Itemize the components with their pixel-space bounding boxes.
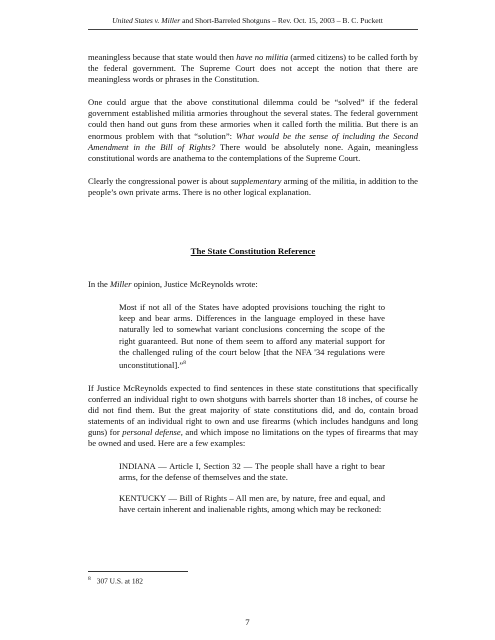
header-rest: and Short-Barreled Shotguns – Rev. Oct. 15, 2003 – B. C. Puckett bbox=[180, 16, 383, 25]
paragraph-4 bbox=[88, 383, 418, 450]
paragraph-4-text-b: , and which impose no limitations on the types of firearms that may be owned and used. Here are a few examples: bbox=[88, 427, 418, 449]
paragraph-3-text-b: arming of the militia, in addition to the people’s own private arms. There is no other logical explanation. bbox=[88, 175, 418, 197]
quote-intro-text-a: In the bbox=[88, 279, 110, 290]
paragraph-2 bbox=[88, 97, 418, 164]
running-header bbox=[0, 16, 495, 25]
header-case-title: United States v. Miller bbox=[112, 16, 181, 25]
footnote-text: 307 U.S. at 182 bbox=[96, 576, 143, 586]
examples-quote bbox=[119, 461, 385, 515]
paragraph-2-emphasis: What would be the sense of including the Second Amendment in the Bill of Rights? bbox=[88, 130, 418, 152]
footnote-number: 8 bbox=[88, 576, 91, 582]
paragraph-1-text-b: (armed citizens) to be called forth by the federal government. The Supreme Court does not accept the notion that there are meaningless words or phrases in the Constitution. bbox=[88, 52, 419, 85]
section-heading: The State Constitution Reference bbox=[190, 246, 316, 257]
quote-intro-text-b: opinion, Justice McReynolds wrote: bbox=[131, 279, 258, 290]
paragraph-4-text-a: If Justice McReynolds expected to find sentences in these state constitutions that specifically conferred an individual right to own shotguns with barrels shorter than 18 inches, of course he did not find them. But the great majority of state constitutions did, and do, contain broad statements of an individual right to own and use firearms (which includes handguns and long guns) for bbox=[88, 382, 418, 438]
example-kentucky: KENTUCKY — Bill of Rights – All men are, by nature, free and equal, and have certain inherent and inalienable rights, among which may be reckoned: bbox=[119, 493, 385, 515]
body-text bbox=[88, 52, 418, 528]
quote-intro-emphasis: Miller bbox=[109, 279, 132, 290]
paragraph-3-emphasis: supplementary bbox=[230, 175, 282, 186]
page-number: 7 bbox=[245, 617, 250, 627]
paragraph-1-text-a: meaningless because that state would then bbox=[88, 52, 237, 62]
quote-intro bbox=[88, 279, 418, 290]
paragraph-1 bbox=[88, 52, 418, 85]
example-indiana: INDIANA — Article I, Section 32 — The people shall have a right to bear arms, for the defense of themselves and the state. bbox=[119, 461, 385, 483]
paragraph-1-emphasis: have no militia bbox=[236, 52, 289, 62]
block-quote bbox=[119, 302, 385, 370]
footnote-reference[interactable]: 8 bbox=[183, 359, 186, 366]
paragraph-4-emphasis: personal defense bbox=[122, 427, 181, 438]
paragraph-2-text-a: One could argue that the above constitutional dilemma could be “solved” if the federal government established militia armories throughout the several states. The federal government could then hand out guns from these armories when it called forth the militia. But there is an enormous problem with that “solution”: bbox=[88, 97, 418, 141]
header-rule bbox=[88, 29, 418, 30]
block-quote-body: Most if not all of the States have adopted provisions touching the right to keep and bear arms. Differences in the language employed in these have naturally led to somewhat variant conclusions concerning the scope of the right guaranteed. But none of them seem to afford any material support for the challenged ruling of the court below [that the NFA '34 regulations were unconstitutional].” bbox=[119, 302, 385, 370]
footnote-rule bbox=[88, 571, 188, 572]
footnote bbox=[88, 576, 143, 585]
paragraph-3-text-a: Clearly the congressional power is about bbox=[88, 175, 231, 186]
paragraph-2-text-b: There would be absolutely none. Again, meaningless constitutional words are anathema to the contemplations of the Supreme Court. bbox=[88, 141, 418, 163]
block-quote-text bbox=[119, 302, 385, 370]
paragraph-3 bbox=[88, 176, 418, 198]
